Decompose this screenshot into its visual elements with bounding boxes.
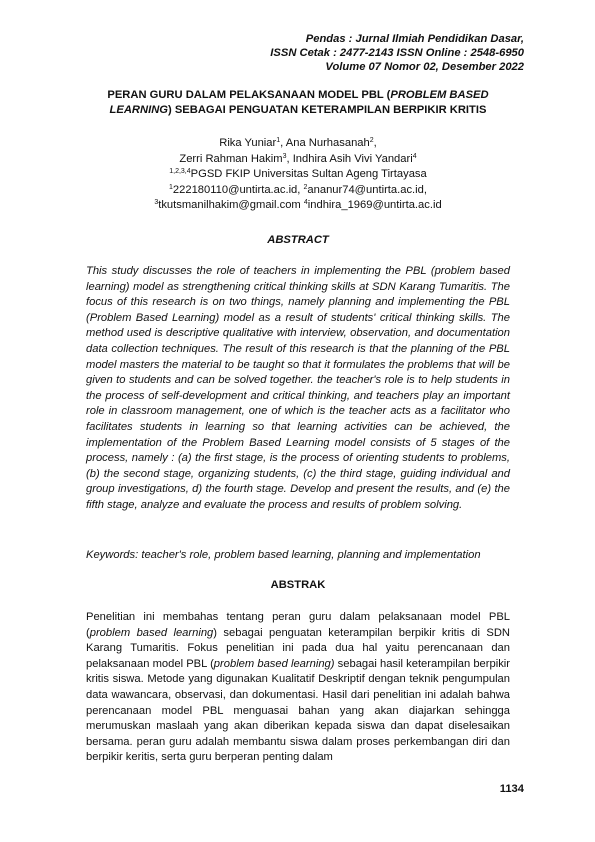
email-sup-4: 4 <box>303 199 308 207</box>
abstrak-text <box>86 610 510 766</box>
title-part-3: ) SEBAGAI PENGUATAN KETERAMPILAN BERPIKIR KRITIS <box>167 103 487 116</box>
author-line-2 <box>86 152 510 168</box>
abstract-heading: ABSTRACT <box>267 234 329 246</box>
author-name-4: Indhira Asih Vivi Yandari <box>292 152 413 165</box>
abstrak-part-2: problem based learning <box>89 626 214 639</box>
abstrak-part-5: sebagai hasil keterampilan berpikir kritis siswa. Metode yang digunakan Kualitatif Deskriptif dengan teknik pengumpulan data wawancara, observasi, dan dokumentasi. Hasil dari penelitian ini adalah bahwa perencanaan model PBL menguasai bahan yang akan diajarkan sehingga merumuskan maslaah yang akan diberikan kepada siswa dan dapat diselesaikan bersama. peran guru adalah membantu siswa dalam proses perkembangan diri dan berpikir keritis, serta guru berperan penting dalam <box>86 657 510 764</box>
journal-issn: ISSN Cetak : 2477-2143 ISSN Online : 2548-6950 <box>270 47 524 60</box>
author-end-1: , <box>373 137 377 149</box>
author-name-1: Rika Yuniar <box>219 137 277 149</box>
title-part-2: PROBLEM BASED LEARNING <box>109 89 489 116</box>
email-sup-1: 1 <box>169 183 173 191</box>
abstrak-part-1: Penelitian ini membahas tentang peran guru dalam pelaksanaan model PBL ( <box>86 611 510 639</box>
author-sep-2: , <box>286 152 293 165</box>
author-line-1 <box>86 136 510 152</box>
author-sup-4: 4 <box>412 152 417 160</box>
affiliation: PGSD FKIP Universitas Sultan Ageng Tirtayasa <box>190 168 427 181</box>
journal-header <box>104 32 524 75</box>
abstrak-heading: ABSTRAK <box>270 579 326 591</box>
email-1: 222180110@untirta.ac.id, <box>172 183 304 196</box>
affiliation-sup: 1,2,3,4 <box>169 168 191 176</box>
author-sup-2: 2 <box>369 137 374 144</box>
affiliation-line <box>86 167 510 183</box>
title-part-1: PERAN GURU DALAM PELAKSANAAN MODEL PBL ( <box>107 89 391 101</box>
author-block <box>86 136 510 214</box>
author-sup-1: 1 <box>276 137 281 144</box>
email-3: tkutsmanilhakim@gmail.com <box>158 199 304 212</box>
email-4: indhira_1969@untirta.ac.id <box>307 199 442 212</box>
email-sup-3: 3 <box>154 199 159 207</box>
keywords: Keywords: teacher's role, problem based learning, planning and implementation <box>86 549 481 561</box>
author-name-2: Ana Nurhasanah <box>285 137 370 149</box>
paper-title <box>86 88 510 117</box>
email-2: ananur74@untirta.ac.id, <box>307 183 427 196</box>
email-line-2 <box>86 198 510 214</box>
email-line-1 <box>86 183 510 199</box>
abstrak-part-4: problem based learning) <box>213 657 335 670</box>
journal-volume: Volume 07 Nomor 02, Desember 2022 <box>325 61 524 74</box>
page-number: 1134 <box>499 783 524 795</box>
author-sep-1: , <box>280 137 286 149</box>
author-sup-3: 3 <box>282 152 287 160</box>
abstrak-part-3: ) sebagai penguatan keterampilan berpikir kritis di SDN Karang Tumaritis. Fokus penelitian ini pada dua hal yaitu perencanaan dan pelaksanaan model PBL ( <box>86 626 510 670</box>
journal-name: Pendas : Jurnal Ilmiah Pendidikan Dasar, <box>305 33 524 45</box>
author-name-3: Zerri Rahman Hakim <box>179 152 283 165</box>
email-sup-2: 2 <box>303 183 308 191</box>
abstract-text: This study discusses the role of teachers in implementing the PBL (problem based learning) model as strengthening critical thinking skills at SDN Karang Tumaritis. The focus of this research is on two things, namely planning and implementing the PBL (Problem Based Learning) model as a result of students' critical thinking skills. The method used is descriptive qualitative with interview, observation, and documentation data collection techniques. The result of this research is that the planning of the PBL model masters the material to be taught so that it formulates the problems that will be given to students and can be solved together. the teacher's role is to help students in the process of self-development and critical thinking, and teachers play an important role in classroom management, one of which is the teacher acts as a facilitator who facilitates students in learning so that learning activities can be achieved, the implementation of the Problem Based Learning model consists of 5 stages of the process, namely : (a) the first stage, is the process of orienting students to problems, (b) the second stage, organizing students, (c) the third stage, guiding individual and group investigations, d) the fourth stage. Develop and present the results, and (e) the fifth stage, analyze and evaluate the process and results of problem solving. <box>86 265 510 511</box>
